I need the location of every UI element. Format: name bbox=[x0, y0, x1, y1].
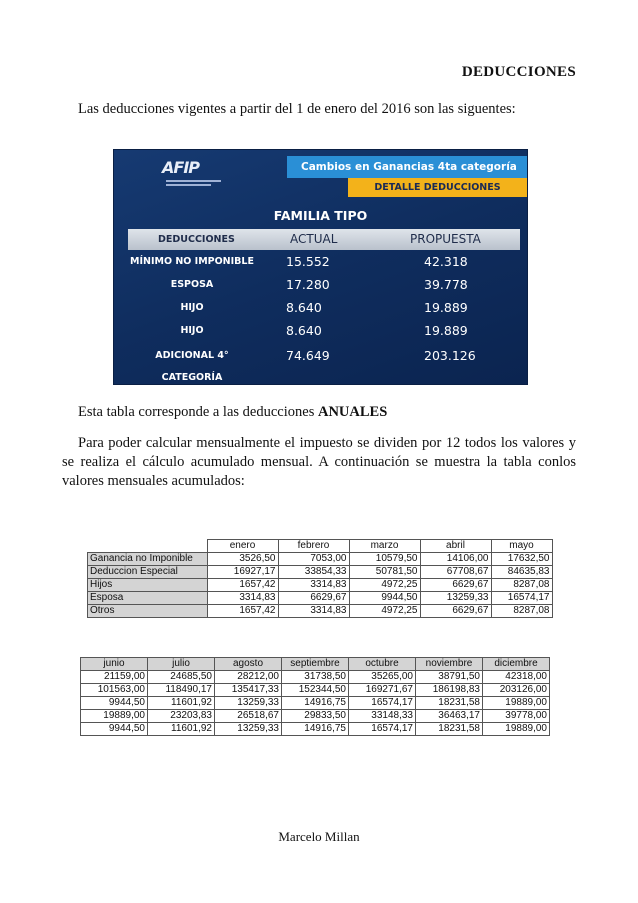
month-header: octubre bbox=[349, 658, 416, 671]
table-cell: 9944,50 bbox=[81, 723, 148, 736]
table-cell: 4972,25 bbox=[349, 579, 420, 592]
image-banner: Cambios en Ganancias 4ta categoría bbox=[287, 156, 527, 178]
row-propuesta: 19.889 bbox=[424, 300, 468, 315]
month-header: junio bbox=[81, 658, 148, 671]
row-actual: 8.640 bbox=[286, 323, 322, 338]
table-cell: 118490,17 bbox=[148, 684, 215, 697]
row-label: Ganancia no Imponible bbox=[88, 553, 208, 566]
table-cell: 101563,00 bbox=[81, 684, 148, 697]
table-cell: 21159,00 bbox=[81, 671, 148, 684]
table-row bbox=[81, 671, 550, 684]
table-cell: 13259,33 bbox=[215, 697, 282, 710]
detalle-badge: DETALLE DEDUCCIONES bbox=[348, 178, 527, 197]
month-header: mayo bbox=[491, 540, 552, 553]
row-actual: 17.280 bbox=[286, 277, 330, 292]
table-header-row bbox=[81, 658, 550, 671]
annual-note-text: Esta tabla corresponde a las deducciones bbox=[78, 404, 318, 420]
afip-logo bbox=[162, 158, 222, 180]
monthly-table-jan-may bbox=[87, 539, 553, 618]
afip-logo-text: AFIP bbox=[162, 158, 199, 177]
table-cell: 23203,83 bbox=[148, 710, 215, 723]
table-cell: 14916,75 bbox=[282, 697, 349, 710]
table-cell: 6629,67 bbox=[278, 592, 349, 605]
image-row bbox=[128, 297, 520, 319]
annual-note-bold: ANUALES bbox=[317, 404, 388, 420]
intro-text: Las deducciones vigentes a partir del 1 de enero del 2016 son las siguentes: bbox=[78, 101, 516, 117]
table-row bbox=[88, 592, 553, 605]
table-cell: 11601,92 bbox=[148, 697, 215, 710]
table-cell: 39778,00 bbox=[483, 710, 550, 723]
image-row bbox=[128, 251, 520, 273]
row-actual: 8.640 bbox=[286, 300, 322, 315]
row-propuesta: 19.889 bbox=[424, 323, 468, 338]
image-table-header bbox=[128, 229, 520, 250]
table-cell: 11601,92 bbox=[148, 723, 215, 736]
table-cell: 38791,50 bbox=[416, 671, 483, 684]
table-row bbox=[81, 684, 550, 697]
table-cell: 19889,00 bbox=[81, 710, 148, 723]
table-row bbox=[88, 553, 553, 566]
table-cell: 8287,08 bbox=[491, 605, 552, 618]
table-cell: 31738,50 bbox=[282, 671, 349, 684]
table-cell: 19889,00 bbox=[483, 697, 550, 710]
table-row bbox=[81, 723, 550, 736]
table-cell: 14106,00 bbox=[420, 553, 491, 566]
table-cell: 28212,00 bbox=[215, 671, 282, 684]
month-header: agosto bbox=[215, 658, 282, 671]
row-actual: 15.552 bbox=[286, 254, 330, 269]
table-cell: 16574,17 bbox=[349, 697, 416, 710]
month-header: enero bbox=[207, 540, 278, 553]
table-cell: 13259,33 bbox=[420, 592, 491, 605]
header-deducciones: DEDUCCIONES bbox=[158, 234, 235, 245]
header-actual: ACTUAL bbox=[290, 232, 338, 246]
image-row bbox=[128, 320, 520, 342]
annual-note bbox=[78, 403, 592, 422]
table-cell: 67708,67 bbox=[420, 566, 491, 579]
table-cell: 3314,83 bbox=[278, 579, 349, 592]
row-label: ADICIONAL 4° CATEGORÍA bbox=[155, 350, 229, 383]
table-cell: 33854,33 bbox=[278, 566, 349, 579]
explanation-text: Para poder calcular mensualmente el impuesto se dividen por 12 todos los valores y se realiza el cálculo acumulado mensual. A continuación se muestra la tabla conlos valores mensuales acumulados: bbox=[62, 435, 576, 489]
logo-underline bbox=[166, 184, 211, 186]
table-cell: 6629,67 bbox=[420, 579, 491, 592]
logo-underline bbox=[166, 180, 221, 182]
row-label: HIJO bbox=[180, 325, 204, 336]
monthly-table-jun-dec bbox=[80, 657, 550, 736]
table-cell: 8287,08 bbox=[491, 579, 552, 592]
table-cell: 24685,50 bbox=[148, 671, 215, 684]
table-cell: 18231,58 bbox=[416, 697, 483, 710]
table-cell: 186198,83 bbox=[416, 684, 483, 697]
row-propuesta: 39.778 bbox=[424, 277, 468, 292]
table-row bbox=[88, 579, 553, 592]
page-heading: DEDUCCIONES bbox=[461, 64, 576, 80]
table-cell: 3314,83 bbox=[278, 605, 349, 618]
row-label: MÍNIMO NO IMPONIBLE bbox=[130, 256, 254, 267]
empty-cell bbox=[88, 540, 208, 553]
row-label: Deduccion Especial bbox=[88, 566, 208, 579]
table-cell: 29833,50 bbox=[282, 710, 349, 723]
table-row bbox=[81, 697, 550, 710]
table-cell: 7053,00 bbox=[278, 553, 349, 566]
image-row bbox=[128, 345, 520, 383]
table-cell: 17632,50 bbox=[491, 553, 552, 566]
image-row bbox=[128, 274, 520, 296]
table-row bbox=[88, 566, 553, 579]
table-cell: 42318,00 bbox=[483, 671, 550, 684]
month-header: julio bbox=[148, 658, 215, 671]
table-cell: 10579,50 bbox=[349, 553, 420, 566]
table-cell: 6629,67 bbox=[420, 605, 491, 618]
table-cell: 152344,50 bbox=[282, 684, 349, 697]
table-cell: 3314,83 bbox=[207, 592, 278, 605]
table-cell: 203126,00 bbox=[483, 684, 550, 697]
table-cell: 33148,33 bbox=[349, 710, 416, 723]
table-cell: 169271,67 bbox=[349, 684, 416, 697]
table-cell: 16574,17 bbox=[491, 592, 552, 605]
month-header: abril bbox=[420, 540, 491, 553]
table-cell: 14916,75 bbox=[282, 723, 349, 736]
table-cell: 9944,50 bbox=[349, 592, 420, 605]
table-cell: 1657,42 bbox=[207, 579, 278, 592]
row-label: ESPOSA bbox=[170, 279, 214, 290]
table-cell: 84635,83 bbox=[491, 566, 552, 579]
table-cell: 4972,25 bbox=[349, 605, 420, 618]
table-cell: 26518,67 bbox=[215, 710, 282, 723]
table-cell: 18231,58 bbox=[416, 723, 483, 736]
row-label: Esposa bbox=[88, 592, 208, 605]
familia-title: FAMILIA TIPO bbox=[273, 208, 368, 223]
month-header: febrero bbox=[278, 540, 349, 553]
table-cell: 36463,17 bbox=[416, 710, 483, 723]
table-cell: 3526,50 bbox=[207, 553, 278, 566]
row-actual: 74.649 bbox=[286, 348, 330, 363]
month-header: septiembre bbox=[282, 658, 349, 671]
table-cell: 35265,00 bbox=[349, 671, 416, 684]
table-cell: 16927,17 bbox=[207, 566, 278, 579]
row-label: Otros bbox=[88, 605, 208, 618]
table-row bbox=[88, 605, 553, 618]
row-label: HIJO bbox=[180, 302, 204, 313]
month-header: marzo bbox=[349, 540, 420, 553]
table-cell: 13259,33 bbox=[215, 723, 282, 736]
table-cell: 19889,00 bbox=[483, 723, 550, 736]
header-propuesta: PROPUESTA bbox=[410, 232, 481, 246]
row-propuesta: 203.126 bbox=[424, 348, 476, 363]
row-propuesta: 42.318 bbox=[424, 254, 468, 269]
table-cell: 16574,17 bbox=[349, 723, 416, 736]
table-cell: 9944,50 bbox=[81, 697, 148, 710]
table-row bbox=[81, 710, 550, 723]
table-cell: 1657,42 bbox=[207, 605, 278, 618]
table-cell: 135417,33 bbox=[215, 684, 282, 697]
deductions-image bbox=[113, 149, 528, 385]
row-label: Hijos bbox=[88, 579, 208, 592]
table-cell: 50781,50 bbox=[349, 566, 420, 579]
table-header-row bbox=[88, 540, 553, 553]
month-header: diciembre bbox=[483, 658, 550, 671]
month-header: noviembre bbox=[416, 658, 483, 671]
author-footer: Marcelo Millan bbox=[278, 829, 360, 844]
